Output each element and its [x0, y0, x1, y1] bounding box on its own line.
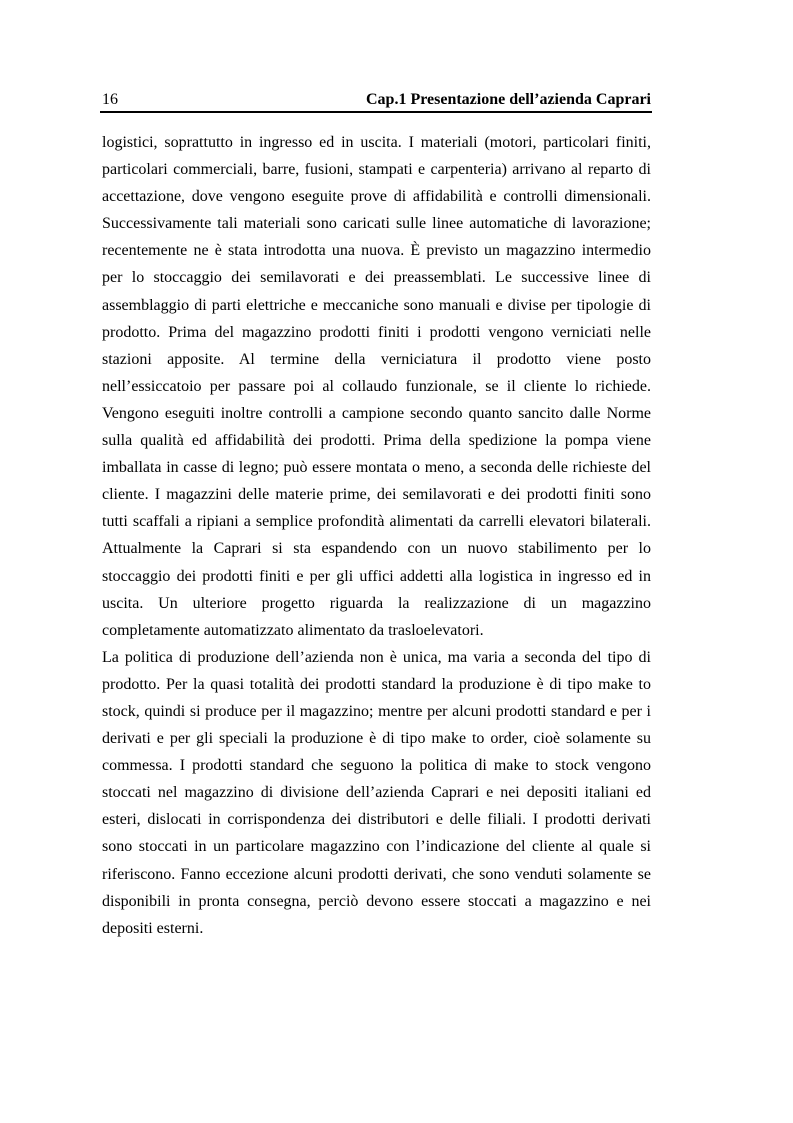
chapter-title: Cap.1 Presentazione dell’azienda Caprari — [365, 91, 651, 108]
running-header — [102, 90, 651, 110]
page-number: 16 — [102, 91, 118, 108]
paragraph: logistici, soprattutto in ingresso ed in uscita. I materiali (motori, particolari finiti, particolari commerciali, barre, fusioni, stampati e carpenteria) arrivano al reparto di accettazione, dove vengono eseguite prove di affidabilità e controlli dimensionali. Successivamente tali materiali sono caricati sulle linee automatiche di lavorazione; recentemente ne è stata introdotta una nuova. È previsto un magazzino intermedio per lo stoccaggio dei semilavorati e dei preassemblati. Le successive linee di assemblaggio di parti elettriche e meccaniche sono manuali e divise per tipologie di prodotto. Prima del magazzino prodotti finiti i prodotti vengono verniciati nelle stazioni apposite. Al termine della verniciatura il prodotto viene posto nell’essiccatoio per passare poi al collaudo funzionale, se il cliente lo richiede. Vengono eseguiti inoltre controlli a campione secondo quanto sancito dalle Norme sulla qualità ed affidabilità dei prodotti. Prima della spedizione la pompa viene imballata in casse di legno; può essere montata o meno, a seconda delle richieste del cliente. I magazzini delle materie prime, dei semilavorati e dei prodotti finiti sono tutti scaffali a ripiani a semplice profondità alimentati da carrelli elevatori bilaterali. Attualmente la Caprari si sta espandendo con un nuovo stabilimento per lo stoccaggio dei prodotti finiti e per gli uffici addetti alla logistica in ingresso ed in uscita. Un ulteriore progetto riguarda la realizzazione di un magazzino completamente automatizzato alimentato da trasloelevatori. — [102, 134, 651, 639]
paragraph: La politica di produzione dell’azienda non è unica, ma varia a seconda del tipo di prodotto. Per la quasi totalità dei prodotti standard la produzione è di tipo make to stock, quindi si produce per il magazzino; mentre per alcuni prodotti standard e per i derivati e per gli speciali la produzione è di tipo make to order, cioè solamente su commessa. I prodotti standard che seguono la politica di make to stock vengono stoccati nel magazzino di divisione dell’azienda Caprari e nei depositi italiani ed esteri, dislocati in corrispondenza dei distributori e delle filiali. I prodotti derivati sono stoccati in un particolare magazzino con l’indicazione del cliente al quale si riferiscono. Fanno eccezione alcuni prodotti derivati, che sono venduti solamente se disponibili in pronta consegna, perciò devono essere stoccati a magazzino e nei depositi esterni. — [102, 648, 651, 937]
body-text — [102, 129, 651, 942]
header-divider — [100, 111, 652, 113]
